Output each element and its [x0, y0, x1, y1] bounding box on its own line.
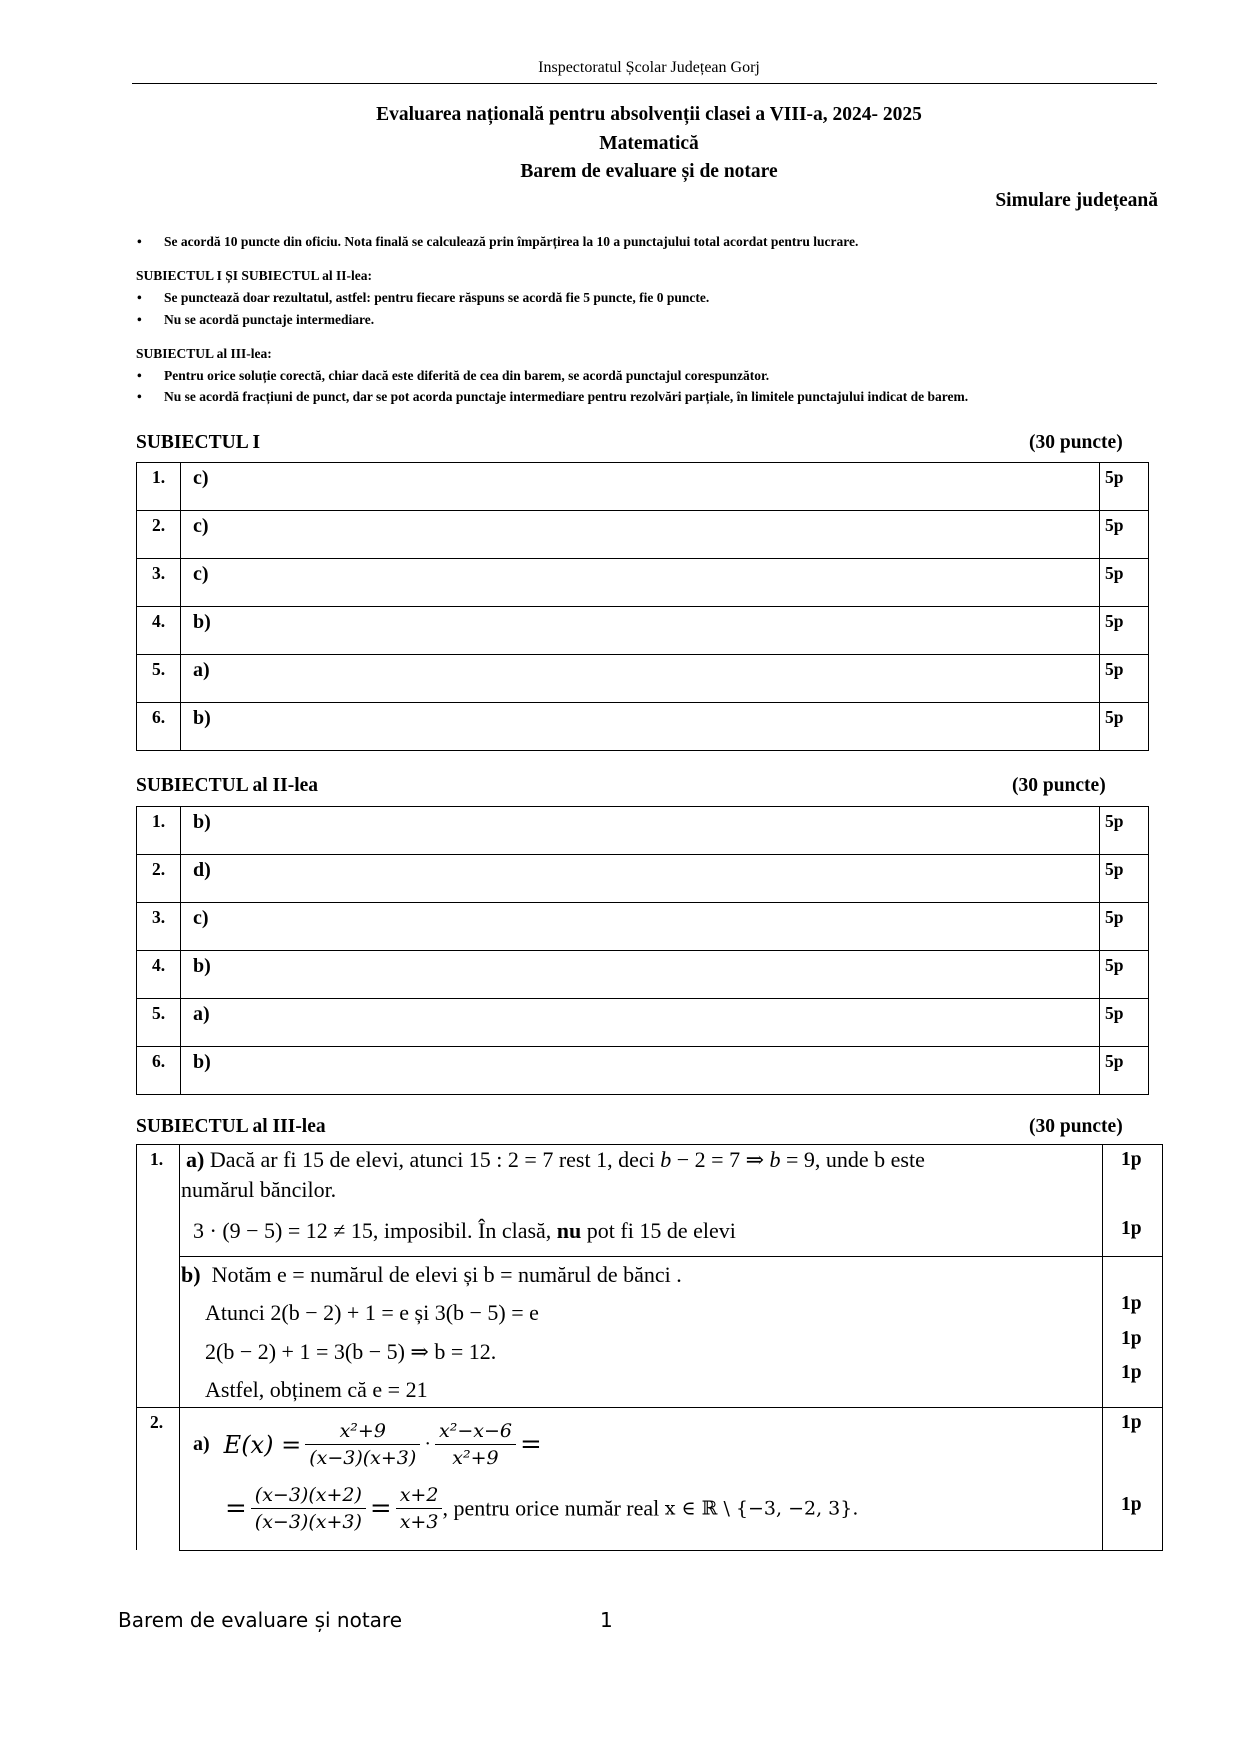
note-bullet: • Se acordă 10 puncte din oficiu. Nota finală se calculează prin împărțirea la 10 a punctajului total acordat pentru lucrare.: [164, 234, 858, 250]
domain-expression: x ∈ ℝ \ {−3, −2, 3}.: [664, 1497, 859, 1520]
subitem-label: a): [193, 1433, 210, 1455]
item-points: 5p: [1100, 1047, 1149, 1095]
item-points: 5p: [1100, 655, 1149, 703]
item-points: 5p: [1100, 607, 1149, 655]
multiply-dot: ·: [424, 1433, 431, 1455]
note-bullet: • Se punctează doar rezultatul, astfel: pentru fiecare răspuns se acordă fie 5 puncte, fie 0 puncte.: [164, 290, 709, 306]
item-number: 3.: [137, 903, 181, 951]
item-points: 5p: [1100, 999, 1149, 1047]
fraction-denominator: x²+9: [452, 1447, 499, 1469]
fraction: [435, 1420, 516, 1469]
subject-name: Matematică: [599, 133, 699, 154]
solution-text: Dacă ar fi 15 de elevi, atunci 15 : 2 = 7 rest 1, deci: [209, 1147, 661, 1172]
solution-line: [186, 1147, 925, 1173]
fraction-denominator: (x−3)(x+3): [254, 1511, 362, 1533]
table-border: [179, 1144, 180, 1550]
item-answer: b): [181, 951, 1100, 999]
step-points: 1p: [1121, 1494, 1142, 1515]
item-number: 5.: [137, 655, 181, 703]
solution-line: Astfel, obținem că e = 21: [205, 1377, 428, 1402]
variable: b: [769, 1147, 781, 1172]
step-points: 1p: [1121, 1328, 1142, 1349]
solution-line: Atunci 2(b − 2) + 1 = e și 3(b − 5) = e: [205, 1300, 539, 1325]
table-row: [137, 807, 1149, 855]
solution-text: pot fi 15 de elevi: [581, 1218, 736, 1243]
item-points: 5p: [1100, 903, 1149, 951]
fraction: [251, 1484, 366, 1533]
item-answer: c): [181, 463, 1100, 511]
solution-line: numărul băncilor.: [181, 1177, 337, 1202]
item-answer: a): [181, 655, 1100, 703]
solution-text: 3 · (9 − 5) = 12 ≠ 15, imposibil. În clasă,: [193, 1218, 557, 1243]
section-title: SUBIECTUL al II-lea: [136, 775, 319, 796]
footer-text: Barem de evaluare și notare: [118, 1608, 403, 1632]
item-number: 1.: [137, 807, 181, 855]
table-border: [136, 1407, 1163, 1408]
fraction-denominator: (x−3)(x+3): [309, 1447, 417, 1469]
table-border: [179, 1550, 1163, 1551]
item-points: 5p: [1100, 951, 1149, 999]
item-answer: c): [181, 559, 1100, 607]
table-border: [1162, 1144, 1163, 1550]
item-points: 5p: [1100, 855, 1149, 903]
table-row: [137, 511, 1149, 559]
step-points: 1p: [1121, 1362, 1142, 1383]
solution-line: 2(b − 2) + 1 = 3(b − 5) ⇒ b = 12.: [205, 1339, 497, 1364]
item-points: 5p: [1100, 703, 1149, 751]
fraction: [396, 1484, 443, 1533]
exam-type: Simulare județeană: [995, 190, 1158, 211]
item-answer: b): [181, 703, 1100, 751]
answer-table-subject1: [136, 462, 1149, 751]
header-rule: [132, 83, 1157, 84]
item-points: 5p: [1100, 511, 1149, 559]
subitem-label: b): [181, 1262, 201, 1287]
note-bullet: • Nu se acordă punctaje intermediare.: [164, 312, 374, 328]
item-number: 2.: [137, 511, 181, 559]
fraction-numerator: x²+9: [305, 1420, 420, 1445]
solution-text: = 9, unde b este: [780, 1147, 925, 1172]
item-number: 4.: [137, 607, 181, 655]
solution-text: − 2 = 7 ⇒: [671, 1147, 770, 1172]
table-row: [137, 951, 1149, 999]
table-row: [137, 1047, 1149, 1095]
item-answer: b): [181, 1047, 1100, 1095]
formula-line: [193, 1420, 542, 1469]
section-title: SUBIECTUL al III-lea: [136, 1116, 326, 1137]
section-points: (30 puncte): [1029, 432, 1123, 453]
item-number: 1.: [150, 1149, 164, 1169]
step-points: 1p: [1121, 1412, 1142, 1433]
table-row: [137, 607, 1149, 655]
table-border: [179, 1256, 1163, 1257]
note-bullet: • Pentru orice soluție corectă, chiar dacă este diferită de cea din barem, se acordă punctajul corespunzător.: [164, 368, 769, 384]
table-row: [137, 703, 1149, 751]
note-bullet: • Nu se acordă fracțiuni de punct, dar se pot acorda punctaje intermediare pentru rezolvări parțiale, în limitele punctajului indicat de barem.: [164, 389, 968, 405]
equals-sign: =: [369, 1493, 392, 1524]
item-answer: a): [181, 999, 1100, 1047]
table-row: [137, 999, 1149, 1047]
table-row: [137, 903, 1149, 951]
item-number: 6.: [137, 1047, 181, 1095]
solution-line: [193, 1218, 736, 1244]
item-points: 5p: [1100, 463, 1149, 511]
item-number: 3.: [137, 559, 181, 607]
fraction-numerator: x²−x−6: [435, 1420, 516, 1445]
item-number: 5.: [137, 999, 181, 1047]
section-title: SUBIECTUL I: [136, 432, 261, 453]
item-answer: c): [181, 903, 1100, 951]
formula-lhs: E(x) =: [223, 1430, 302, 1459]
equals-sign: =: [225, 1493, 247, 1524]
page-number: 1: [600, 1608, 613, 1632]
item-points: 5p: [1100, 807, 1149, 855]
equals-sign: =: [519, 1429, 542, 1460]
table-row: [137, 463, 1149, 511]
table-border: [136, 1144, 137, 1550]
answer-table-subject2: [136, 806, 1149, 1095]
step-points: 1p: [1121, 1218, 1142, 1239]
fraction-denominator: x+3: [399, 1511, 439, 1533]
fraction: [305, 1420, 420, 1469]
solution-emphasis: nu: [556, 1218, 582, 1243]
note-heading: SUBIECTUL I ȘI SUBIECTUL al II-lea:: [136, 268, 372, 283]
document-subtitle: Barem de evaluare și de notare: [520, 161, 778, 182]
variable: b: [660, 1147, 672, 1172]
item-answer: b): [181, 807, 1100, 855]
table-border: [1102, 1144, 1103, 1550]
item-number: 2.: [150, 1412, 164, 1432]
item-number: 4.: [137, 951, 181, 999]
solution-text: Notăm e = numărul de elevi și b = numărul de bănci .: [211, 1262, 682, 1287]
section-points: (30 puncte): [1029, 1116, 1123, 1137]
item-answer: d): [181, 855, 1100, 903]
item-answer: b): [181, 607, 1100, 655]
section-points: (30 puncte): [1012, 775, 1106, 796]
solution-text: , pentru orice număr real: [442, 1495, 665, 1521]
note-heading: SUBIECTUL al III-lea:: [136, 346, 272, 361]
item-number: 6.: [137, 703, 181, 751]
step-points: 1p: [1121, 1293, 1142, 1314]
table-border: [136, 1144, 1163, 1145]
step-points: 1p: [1121, 1149, 1142, 1170]
document-title: Evaluarea națională pentru absolvenții clasei a VIII-a, 2024- 2025: [376, 104, 922, 125]
item-points: 5p: [1100, 559, 1149, 607]
table-row: [137, 655, 1149, 703]
item-answer: c): [181, 511, 1100, 559]
table-row: [137, 559, 1149, 607]
subitem-label: a): [186, 1147, 205, 1172]
fraction-numerator: x+2: [396, 1484, 443, 1509]
item-number: 1.: [137, 463, 181, 511]
running-header: Inspectoratul Școlar Județean Gorj: [538, 59, 760, 76]
item-number: 2.: [137, 855, 181, 903]
solution-line: [181, 1262, 682, 1288]
formula-line: [225, 1484, 858, 1533]
fraction-numerator: (x−3)(x+2): [251, 1484, 366, 1509]
table-row: [137, 855, 1149, 903]
